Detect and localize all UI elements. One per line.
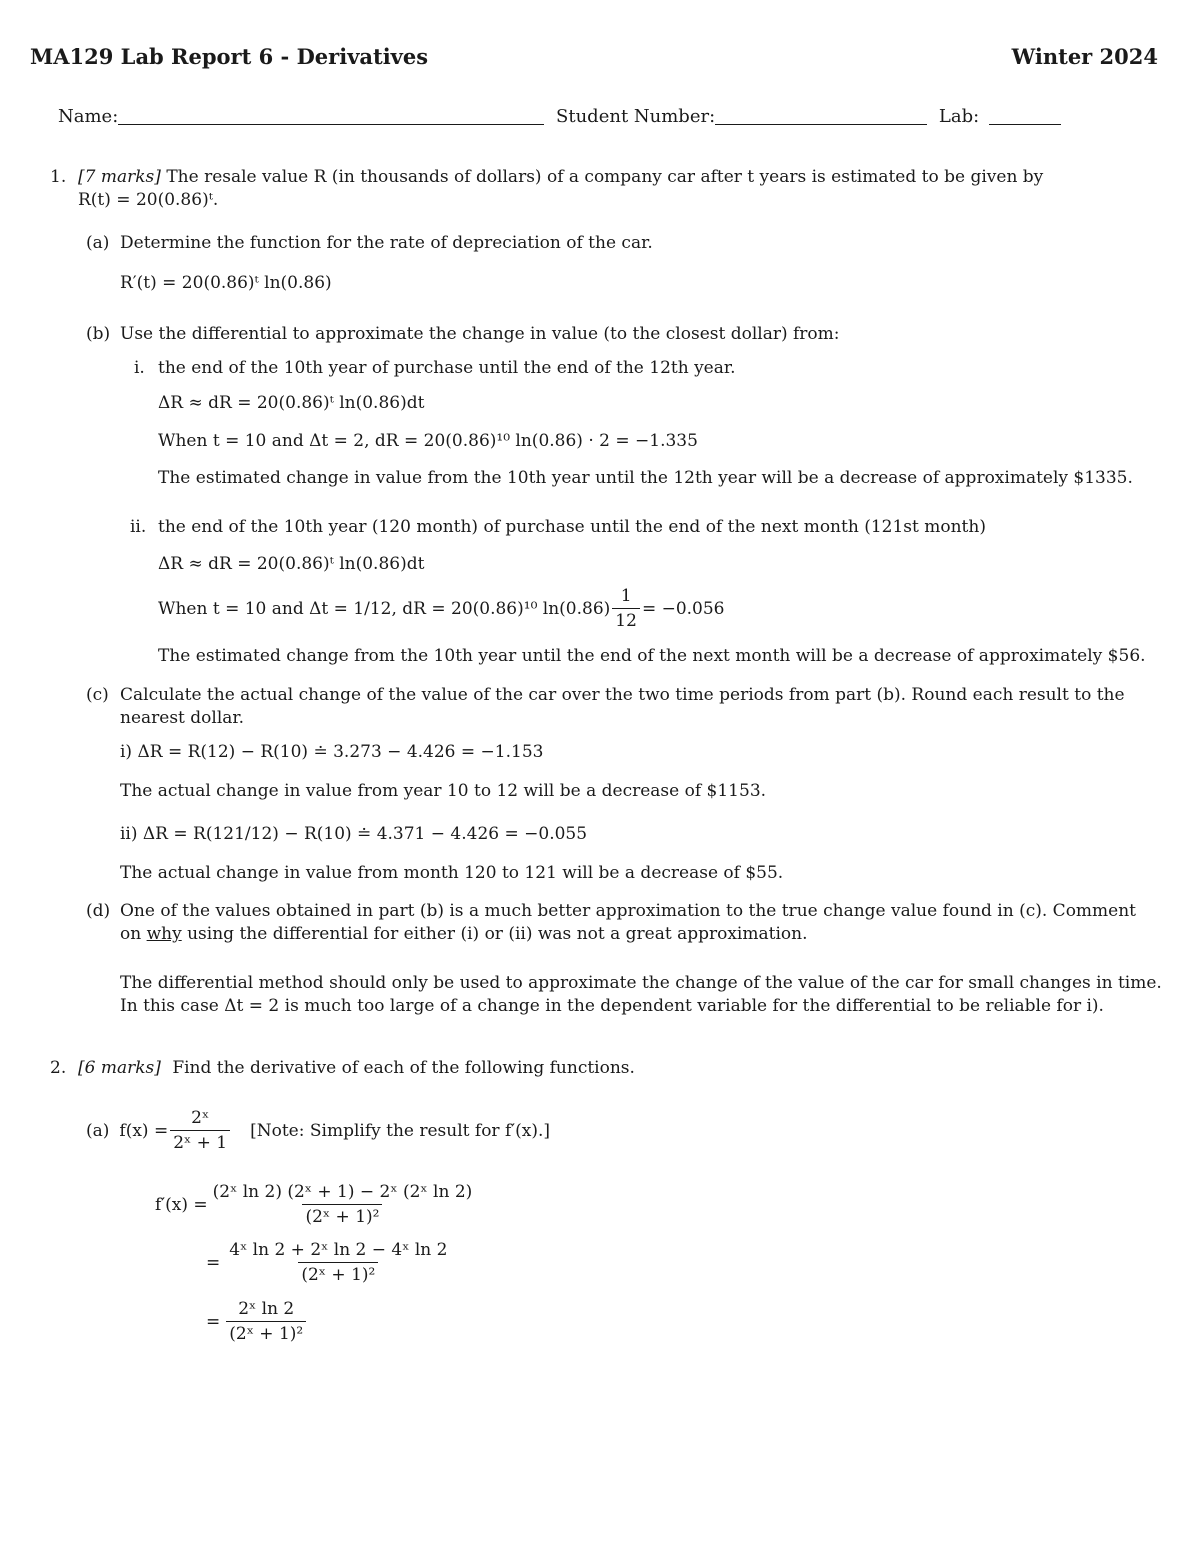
q1-stem-line2: R(t) = 20(0.86)ᵗ.: [78, 190, 219, 210]
q1c-label: (c): [86, 685, 109, 705]
q2a-step3-equals: =: [206, 1311, 221, 1332]
q2a-step2-equals: =: [206, 1252, 221, 1273]
q1b-ii-eq2-pre: When t = 10 and Δt = 1/12, dR = 20(0.86)¹⁰ ln(0.86): [158, 598, 611, 619]
q1c-ii-eq: ii) ΔR = R(121/12) − R(10) ≐ 4.371 − 4.426 = −0.055: [120, 824, 588, 844]
q1-stem-text: The resale value R (in thousands of dollars) of a company car after t years is estimated to be given by: [166, 167, 1044, 187]
q1d-q2-underlined: why: [146, 924, 182, 944]
q2a-step2-num: 4ˣ ln 2 + 2ˣ ln 2 − 4ˣ ln 2: [229, 1240, 448, 1260]
q2a-step3-fraction: [226, 1299, 306, 1344]
q2a-f-num: 2ˣ: [191, 1108, 210, 1128]
lab-label: Lab:: [938, 106, 980, 127]
q2a-step2: [206, 1240, 452, 1285]
q2a-f-den: 2ˣ + 1: [170, 1130, 230, 1153]
q1b-ii-eq1: ΔR ≈ dR = 20(0.86)ᵗ ln(0.86)dt: [158, 554, 425, 574]
q1b-label: (b): [86, 324, 111, 344]
q2a-label: (a): [86, 1120, 110, 1141]
q2a-step2-den: (2ˣ + 1)²: [298, 1262, 378, 1285]
q1b-i-eq2: When t = 10 and Δt = 2, dR = 20(0.86)¹⁰ ln(0.86) · 2 = −1.335: [158, 431, 698, 451]
q1b-ii-eq2-post: = −0.056: [641, 598, 725, 619]
student-number-label: Student Number:: [556, 106, 716, 127]
q2-number: 2.: [50, 1058, 67, 1078]
name-label: Name:: [58, 106, 119, 127]
q1d-label: (d): [86, 901, 111, 921]
q2a-note: [Note: Simplify the result for f′(x).]: [250, 1120, 550, 1141]
q1-number: 1.: [50, 167, 67, 187]
q2a-step3-den: (2ˣ + 1)²: [226, 1321, 306, 1344]
q2a-step3-num: 2ˣ ln 2: [238, 1299, 295, 1319]
q1a-question: Determine the function for the rate of depreciation of the car.: [120, 233, 653, 253]
q2-marks: [6 marks]: [78, 1058, 161, 1078]
q1b-ii-label: ii.: [130, 517, 147, 537]
q2a-step1-num: (2ˣ ln 2) (2ˣ + 1) − 2ˣ (2ˣ ln 2): [212, 1182, 473, 1202]
document-title: MA129 Lab Report 6 - Derivatives: [30, 44, 429, 69]
q1c-question-line2: nearest dollar.: [120, 708, 245, 728]
q1c-i-eq: i) ΔR = R(12) − R(10) ≐ 3.273 − 4.426 = −1.153: [120, 742, 544, 762]
q1b-i-eq1: ΔR ≈ dR = 20(0.86)ᵗ ln(0.86)dt: [158, 393, 425, 413]
q1b-i-conclusion: The estimated change in value from the 10th year until the 12th year will be a decrease of approximately $1335.: [158, 468, 1133, 488]
lab-field[interactable]: [989, 106, 1061, 125]
q1b-ii-fraction: [612, 586, 640, 631]
q1d-question-line2: [120, 923, 808, 946]
q1a-label: (a): [86, 233, 110, 253]
student-info-row: [58, 106, 1061, 127]
q1c-i-text: The actual change in value from year 10 to 12 will be a decrease of $1153.: [120, 781, 767, 801]
q2a-step1-den: (2ˣ + 1)²: [302, 1204, 382, 1227]
q1b-ii-fraction-den: 12: [612, 608, 640, 631]
q2a-step1: [155, 1182, 477, 1227]
q1b-question: Use the differential to approximate the change in value (to the closest dollar) from:: [120, 324, 840, 344]
q1d-q2-post: using the differential for either (i) or (ii) was not a great approximation.: [187, 924, 808, 944]
q1d-q2-pre: on: [120, 924, 142, 944]
q2a-step2-fraction: [226, 1240, 450, 1285]
q1b-ii-fraction-num: 1: [620, 586, 632, 606]
q1d-answer-line2: In this case Δt = 2 is much too large of a change in the dependent variable for the differential to be reliable for i).: [120, 996, 1104, 1016]
q2a-derivative-lhs: f′(x) =: [155, 1194, 208, 1215]
q1c-ii-text: The actual change in value from month 120 to 121 will be a decrease of $55.: [120, 863, 784, 883]
q1b-ii-text: the end of the 10th year (120 month) of purchase until the end of the next month (121st month): [158, 517, 986, 537]
q1d-question-line1: One of the values obtained in part (b) is a much better approximation to the true change value found in (c). Comment: [120, 901, 1137, 921]
q2a-function: [86, 1108, 550, 1153]
q1b-ii-conclusion: The estimated change from the 10th year until the end of the next month will be a decrease of approximately $56.: [158, 646, 1146, 666]
q2a-f-lhs: f(x) =: [119, 1120, 169, 1141]
q2-stem: [78, 1057, 635, 1080]
q1d-answer-line1: The differential method should only be used to approximate the change of the value of the car for small changes in time.: [120, 973, 1162, 993]
q1a-answer: R′(t) = 20(0.86)ᵗ ln(0.86): [120, 273, 332, 293]
q1b-i-label: i.: [134, 358, 145, 378]
q1b-ii-eq2: [158, 586, 725, 631]
q2a-step3: [206, 1299, 308, 1344]
q2a-step1-fraction: [210, 1182, 476, 1227]
q1-marks: [7 marks]: [78, 167, 161, 187]
q2a-f-fraction: [170, 1108, 230, 1153]
q1-stem-line1: [78, 166, 1043, 189]
student-number-field[interactable]: [715, 106, 927, 125]
name-field[interactable]: [118, 106, 544, 125]
q1c-question-line1: Calculate the actual change of the value of the car over the two time periods from part (b). Round each result to the: [120, 685, 1125, 705]
term-label: Winter 2024: [1011, 44, 1158, 69]
q1b-i-text: the end of the 10th year of purchase until the end of the 12th year.: [158, 358, 736, 378]
q2-question: Find the derivative of each of the following functions.: [172, 1058, 635, 1078]
